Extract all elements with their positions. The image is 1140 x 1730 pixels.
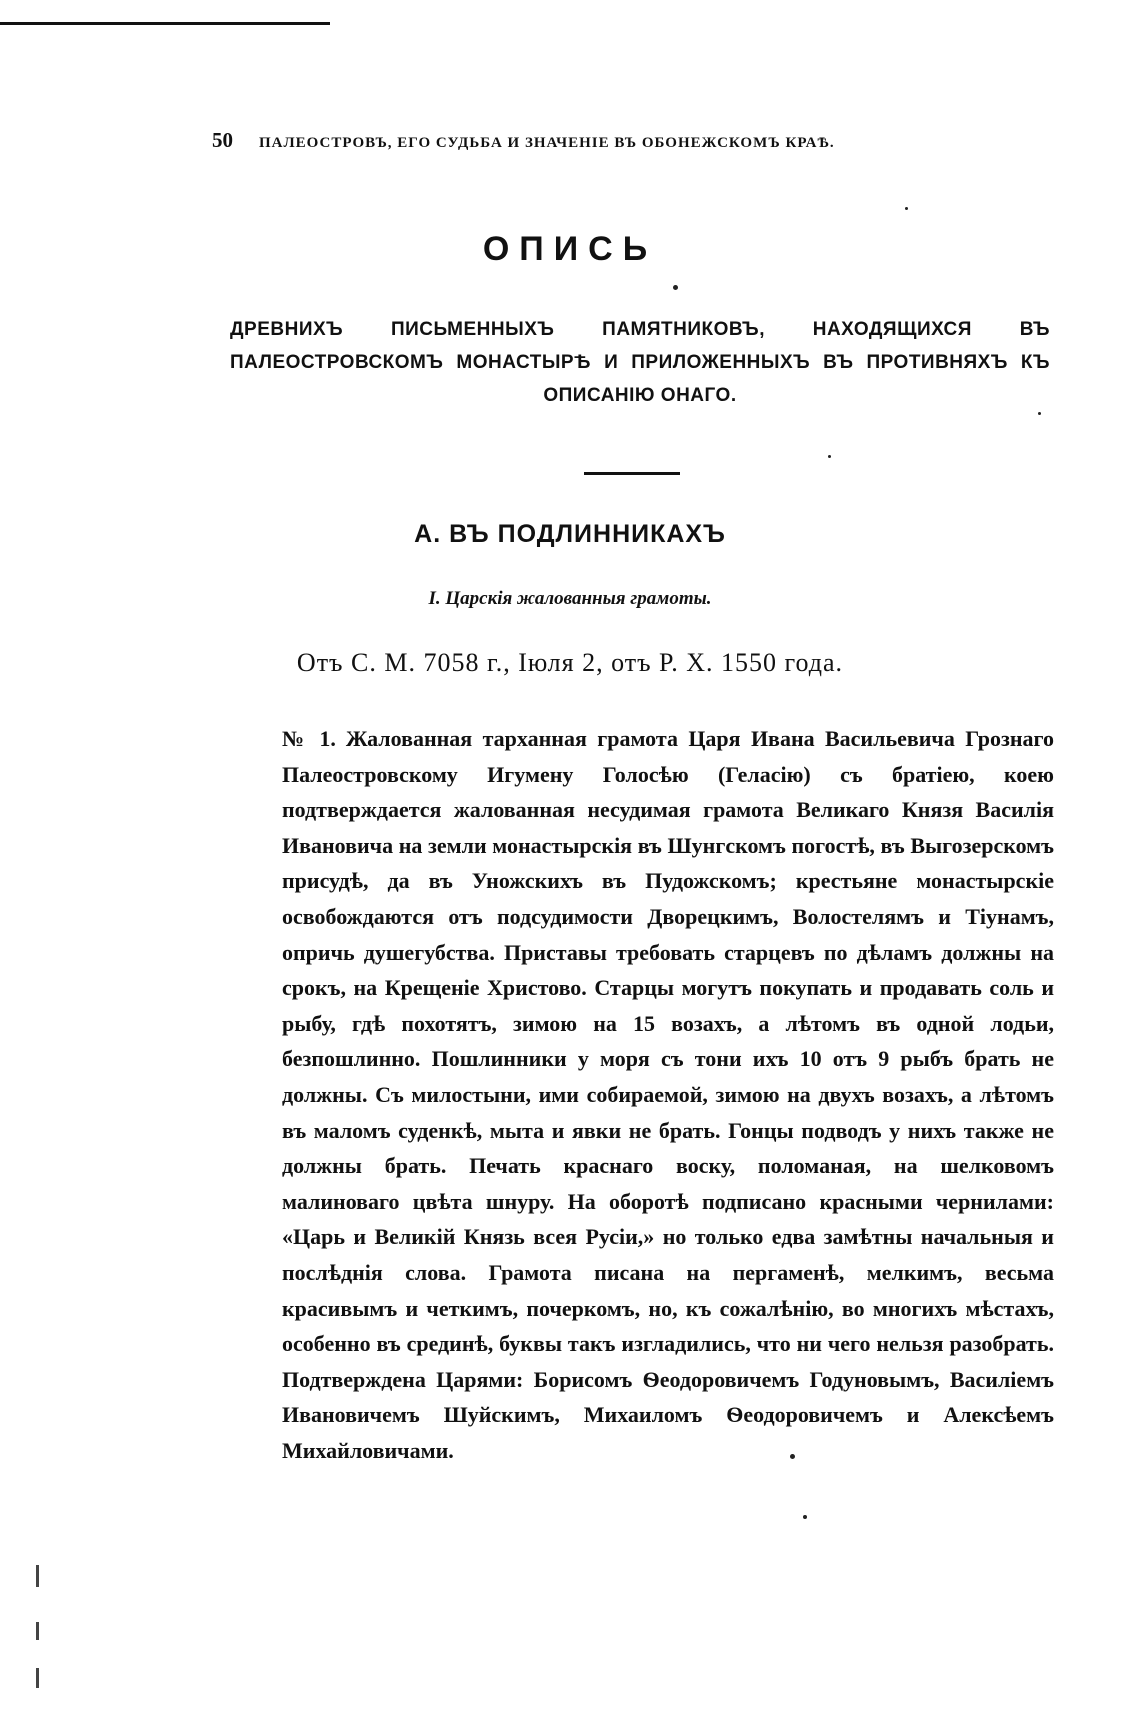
scan-speck xyxy=(673,285,678,290)
running-head-text: ПАЛЕОСТРОВЪ, ЕГО СУДЬБА И ЗНАЧЕНІЕ ВЪ ОБОНЕЖСКОМЪ КРАѢ. xyxy=(259,135,835,151)
scan-speck xyxy=(803,1515,807,1519)
scan-speck xyxy=(1038,412,1041,415)
section-heading: А. ВЪ ПОДЛИННИКАХЪ xyxy=(414,520,726,548)
entry-paragraph xyxy=(282,721,1054,1468)
scan-speck xyxy=(790,1454,795,1459)
top-rule xyxy=(0,22,330,25)
subsection-heading: I. Царскія жалованныя грамоты. xyxy=(428,588,712,609)
entry-text: Жалованная тарханная грамота Царя Ивана Васильевича Грознаго Палеостровскому Игумену Голосѣю (Геласію) съ братіею, коею подтверждается жалованная несудимая грамота Великаго Князя Василія Ивановича на земли монастырскія въ Шунгскомъ погостѣ, въ Выгозерскомъ присудѣ, да въ Уножскихъ въ Пудожскомъ; крестьяне монастырскіе освобождаются отъ подсудимости Дворецкимъ, Волостелямъ и Тіунамъ, опричь душегубства. Приставы требовать старцевъ по дѣламъ должны на срокъ, на Крещеніе Христово. Старцы могутъ покупать и продавать соль и рыбу, гдѣ похотятъ, зимою на 15 возахъ, а лѣтомъ въ одной лодьи, безпошлинно. Пошлинники у моря съ тони ихъ 10 отъ 9 рыбъ брать не должны. Съ милостыни, ими собираемой, зимою на двухъ возахъ, а лѣтомъ въ маломъ суденкѣ, мыта и явки не брать. Гонцы подводъ у нихъ также не должны брать. Печать краснаго воску, поломаная, на шелковомъ малиноваго цвѣта шнуру. На оборотѣ подписано красными чернилами: «Царь и Великій Князь всея Русіи,» но только едва замѣтны начальныя и послѣднія слова. Грамота писана на пергаменѣ, мелкимъ, весьма красивымъ и четкимъ, почеркомъ, но, къ сожалѣнію, во многихъ мѣстахъ, особенно въ срединѣ, буквы такъ изгладились, что ни чего нельзя разобрать. Подтверждена Царями: Борисомъ Ѳеодоровичемъ Годуновымъ, Василіемъ Ивановичемъ Шуйскимъ, Михаиломъ Ѳеодоровичемъ и Алексѣемъ Михайловичами. xyxy=(282,726,1055,1463)
scan-margin-mark xyxy=(36,1622,39,1640)
document-subtitle: ДРЕВНИХЪ ПИСЬМЕННЫХЪ ПАМЯТНИКОВЪ, НАХОДЯЩИХСЯ ВЪ ПАЛЕОСТРОВСКОМЪ МОНАСТЫРѢ И ПРИЛОЖЕННЫХЪ ВЪ ПРОТИВНЯХЪ КЪ ОПИСАНІЮ ОНАГО. xyxy=(230,319,1050,406)
scan-speck xyxy=(828,455,831,458)
scan-speck xyxy=(905,207,908,210)
running-head xyxy=(212,128,1012,153)
section-divider xyxy=(584,472,680,475)
scan-margin-mark xyxy=(36,1565,39,1587)
entry-number: № 1. xyxy=(282,726,336,751)
page-number: 50 xyxy=(212,128,233,152)
document-title: ОПИСЬ xyxy=(482,230,658,268)
date-line: Отъ С. М. 7058 г., Іюля 2, отъ Р. Х. 1550 года. xyxy=(296,648,844,677)
scan-margin-mark xyxy=(36,1668,39,1688)
